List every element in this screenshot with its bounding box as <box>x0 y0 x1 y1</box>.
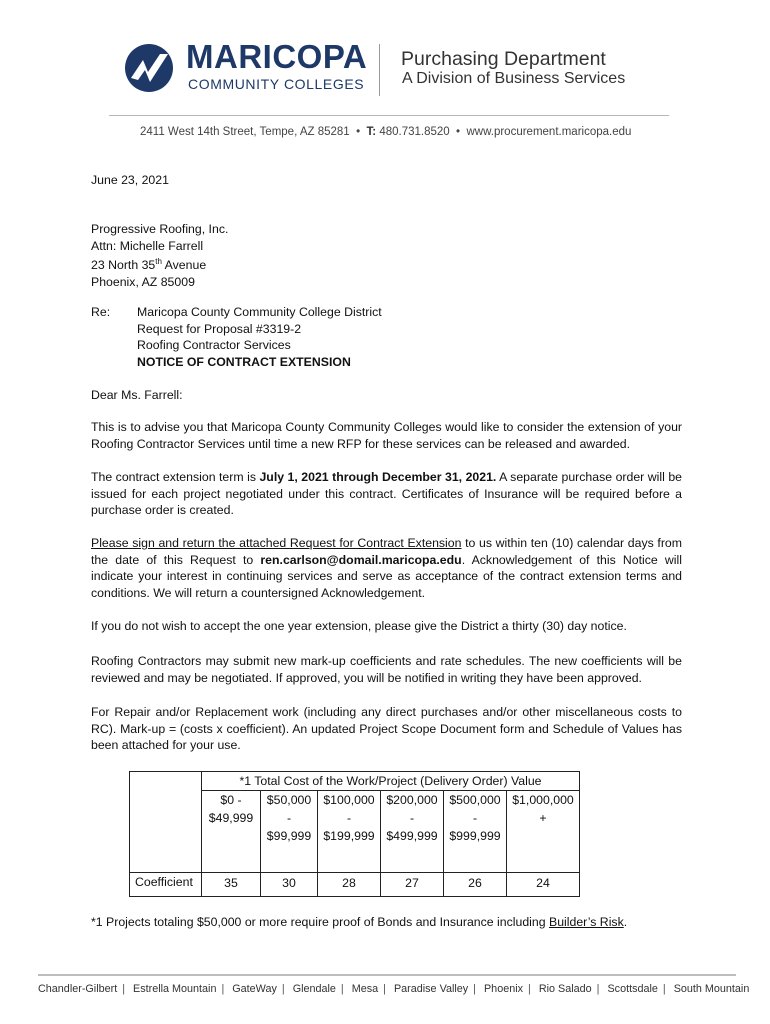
coefficient-cell: 30 <box>261 873 318 897</box>
recipient-street: 23 North 35th Avenue <box>91 257 207 273</box>
maricopa-logo-icon <box>124 42 174 94</box>
department-name: Purchasing Department <box>401 48 606 70</box>
street-address: 2411 West 14th Street, Tempe, AZ 85281 <box>140 126 350 138</box>
builders-risk-term: Builder’s Risk <box>549 915 624 929</box>
campus-name: Estrella Mountain <box>133 983 217 995</box>
letter-date: June 23, 2021 <box>91 173 169 187</box>
recipient-company: Progressive Roofing, Inc. <box>91 222 229 236</box>
header-rule <box>109 115 669 116</box>
campus-name: Phoenix <box>483 983 524 995</box>
contact-email[interactable]: ren.carlson@domail.maricopa.edu <box>260 552 462 567</box>
brand-name: MARICOPA <box>186 38 368 75</box>
footer-rule <box>38 974 736 976</box>
recipient-attn: Attn: Michelle Farrell <box>91 238 204 253</box>
table-title: *1 Total Cost of the Work/Project (Delivery Order) Value <box>202 772 580 791</box>
recipient-city: Phoenix, AZ 85009 <box>91 274 195 289</box>
paragraph-2: The contract extension term is July 1, 2021 through December 31, 2021. A separate purchase order will be issued for each project negotiated under this contract. Certificates of Insurance will be required before a purchase order is created. <box>91 470 682 517</box>
campus-name: Glendale <box>292 983 336 995</box>
coefficient-cell: 28 <box>318 873 381 897</box>
subject-line-2: Request for Proposal #3319-2 <box>137 321 302 336</box>
coefficient-cell: 35 <box>202 873 261 897</box>
paragraph-6: For Repair and/or Replacement work (including any direct purchases and/or other miscellaneous costs to RC). Mark-up = (costs x coefficient). An updated Project Scope Document form and Schedule of Values has been attached for your use. <box>91 705 682 752</box>
re-label: Re: <box>91 305 111 319</box>
address-line: 2411 West 14th Street, Tempe, AZ 85281 • T: 480.731.8520 • www.procurement.maricopa.edu <box>140 126 632 138</box>
table-corner-cell <box>130 772 202 873</box>
coefficient-table <box>129 771 580 897</box>
website-link[interactable]: www.procurement.maricopa.edu <box>466 126 632 138</box>
range-cell: $200,000 - $499,999 <box>381 791 444 873</box>
campus-name: Mesa <box>351 983 379 995</box>
paragraph-4: If you do not wish to accept the one year extension, please give the District a thirty (30) day notice. <box>91 619 627 633</box>
subject-block <box>137 304 382 370</box>
division-name: A Division of Business Services <box>402 70 626 87</box>
campus-name: South Mountain <box>673 983 750 995</box>
range-cell: $500,000 - $999,999 <box>444 791 507 873</box>
subject-line-4: NOTICE OF CONTRACT EXTENSION <box>137 354 351 369</box>
sign-and-return-instruction: Please sign and return the attached Request for Contract Extension <box>91 536 462 550</box>
coefficient-label: Coefficient <box>130 873 202 897</box>
paragraph-1: This is to advise you that Maricopa County Community Colleges would like to consider the extension of your Roofing Contractor Services until time a new RFP for these services can be released and awarded. <box>91 420 682 451</box>
campus-name: Paradise Valley <box>393 983 469 995</box>
subject-line-1: Maricopa County Community College District <box>137 305 382 319</box>
salutation: Dear Ms. Farrell: <box>91 388 183 402</box>
coefficient-cell: 26 <box>444 873 507 897</box>
campus-name: Chandler-Gilbert <box>38 983 118 995</box>
paragraph-5: Roofing Contractors may submit new mark-up coefficients and rate schedules. The new coefficients will be reviewed and may be negotiated. If approved, you will be notified in writing they have been approved. <box>91 654 682 685</box>
subject-line-3: Roofing Contractor Services <box>137 338 291 352</box>
campus-list: Chandler-Gilbert | Estrella Mountain | GateWay | Glendale | Mesa | Paradise Valley | Phoenix | Rio Salado | Scottsdale | South Mountain <box>38 983 750 995</box>
range-cell: $1,000,000 + <box>507 791 580 873</box>
header-divider <box>379 44 380 96</box>
phone-label: T: <box>366 126 377 138</box>
range-cell: $0 - $49,999 <box>202 791 261 873</box>
range-cell: $50,000 - $99,999 <box>261 791 318 873</box>
coefficient-cell: 24 <box>507 873 580 897</box>
brand-subtitle: COMMUNITY COLLEGES <box>188 76 365 92</box>
campus-name: GateWay <box>232 983 277 995</box>
table-coefficient-row <box>130 873 580 897</box>
footnote: *1 Projects totaling $50,000 or more require proof of Bonds and Insurance including Builder’s Risk. <box>91 915 628 929</box>
phone-number[interactable]: 480.731.8520 <box>379 126 450 138</box>
campus-name: Scottsdale <box>607 983 658 995</box>
paragraph-3: Please sign and return the attached Request for Contract Extension to us within ten (10) calendar days from the date of this Request to ren.carlson@domail.maricopa.edu. Acknowledgement of this Notice will indicate your interest in continuing services and serve as acceptance of the contract extension terms and conditions. We will return a countersigned Acknowledgement. <box>91 536 683 600</box>
recipient-block <box>91 221 228 290</box>
campus-name: Rio Salado <box>538 983 592 995</box>
range-cell: $100,000 - $199,999 <box>318 791 381 873</box>
coefficient-cell: 27 <box>381 873 444 897</box>
extension-term: July 1, 2021 through December 31, 2021. <box>259 470 497 484</box>
